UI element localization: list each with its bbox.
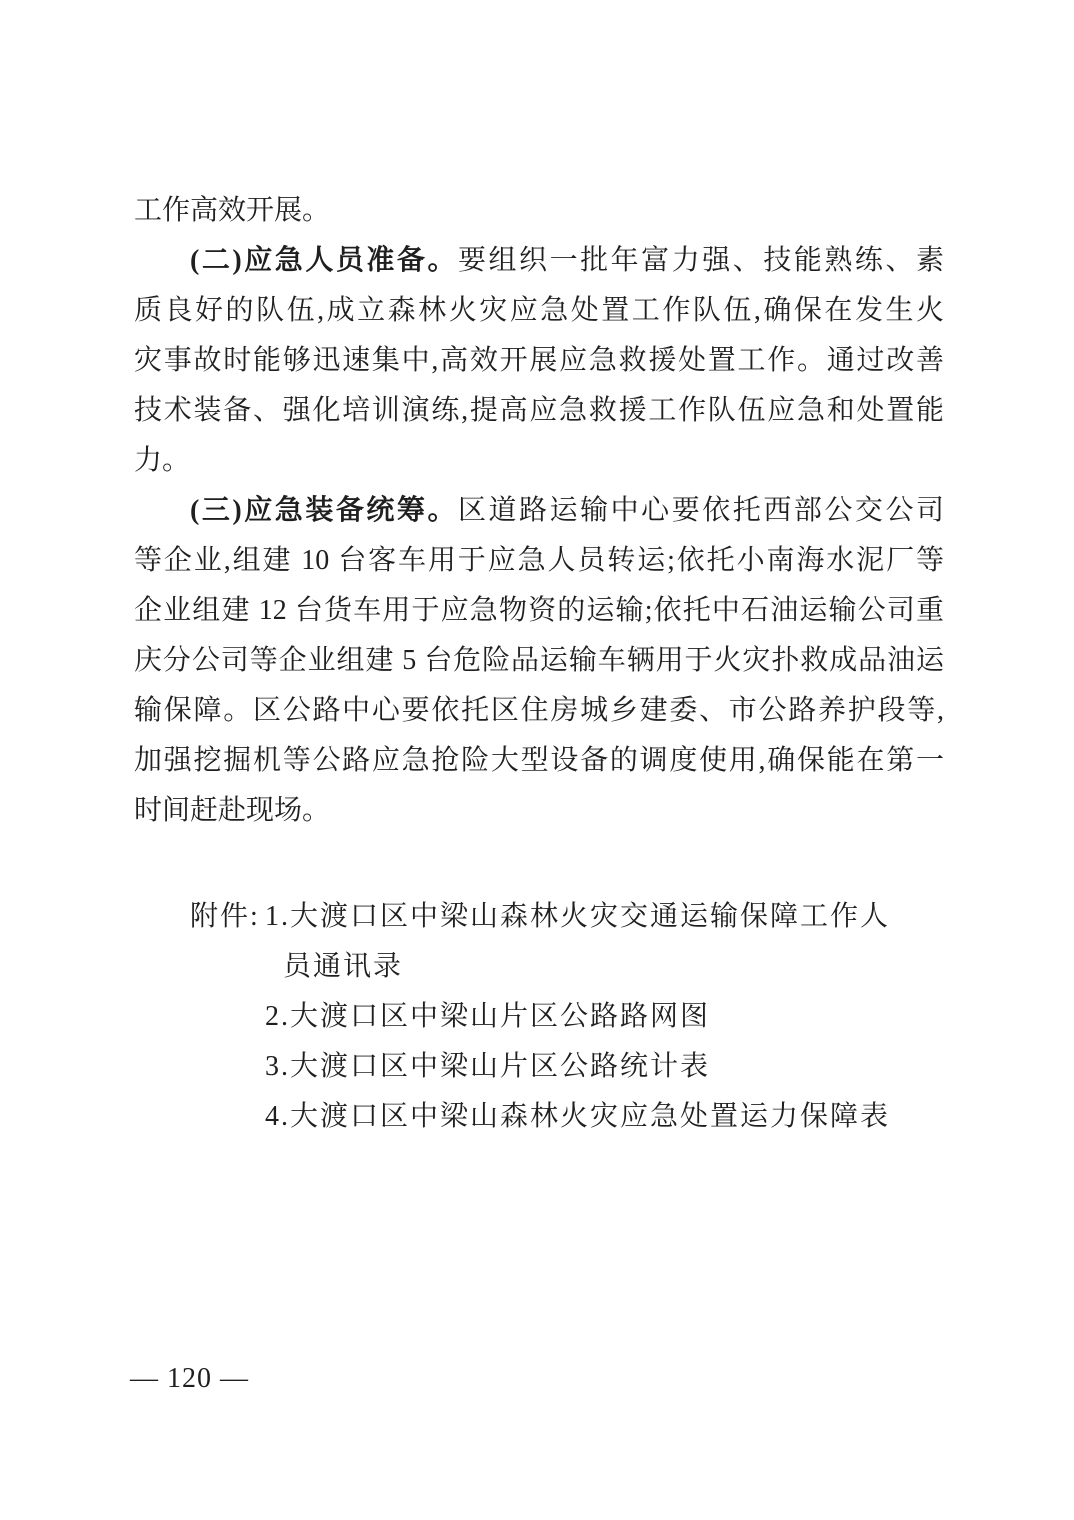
body-line-text: 等企业,组建 10 台客车用于应急人员转运;依托小南海水泥厂等 <box>134 545 944 576</box>
body-line <box>134 386 944 436</box>
body-line-text: 力。 <box>134 445 191 476</box>
attachment-item-2: 2.大渡口区中梁山片区公路路网图 <box>265 1001 711 1032</box>
body-line <box>134 686 944 736</box>
section-heading: (三)应急装备统筹。 <box>190 495 458 526</box>
body-line-text: 工作高效开展。 <box>134 195 331 226</box>
body-text-block <box>134 186 944 836</box>
attachment-item-3: 3.大渡口区中梁山片区公路统计表 <box>265 1051 711 1082</box>
body-line <box>134 636 944 686</box>
body-line <box>134 486 944 536</box>
body-line <box>134 236 944 286</box>
body-line-text: 质良好的队伍,成立森林火灾应急处置工作队伍,确保在发生火 <box>134 295 944 326</box>
attachments-label: 附件: <box>190 901 260 932</box>
body-line-text: 灾事故时能够迅速集中,高效开展应急救援处置工作。通过改善 <box>134 345 944 376</box>
body-line <box>134 786 944 836</box>
attachment-item-4: 4.大渡口区中梁山森林火灾应急处置运力保障表 <box>265 1101 891 1132</box>
body-line-text: 要组织一批年富力强、技能熟练、素 <box>457 245 944 276</box>
attachments-block <box>134 892 1046 1152</box>
attachment-item-1-line-2: 员通讯录 <box>283 951 404 982</box>
body-line <box>134 186 944 236</box>
body-line-text: 技术装备、强化培训演练,提高应急救援工作队伍应急和处置能 <box>134 395 944 426</box>
body-line <box>134 436 944 486</box>
body-line-text: 企业组建 12 台货车用于应急物资的运输;依托中石油运输公司重 <box>134 595 944 626</box>
body-line <box>134 736 944 786</box>
body-line-text: 区道路运输中心要依托西部公交公司 <box>457 495 944 526</box>
body-line-text: 输保障。区公路中心要依托区住房城乡建委、市公路养护段等, <box>134 695 944 726</box>
body-line <box>134 586 944 636</box>
body-line <box>134 336 944 386</box>
body-line-text: 加强挖掘机等公路应急抢险大型设备的调度使用,确保能在第一 <box>134 745 944 776</box>
page-number: — 120 — <box>130 1363 249 1394</box>
attachment-item-1-line-1: 1.大渡口区中梁山森林火灾交通运输保障工作人 <box>265 901 891 932</box>
section-heading: (二)应急人员准备。 <box>190 245 458 276</box>
body-line-text: 庆分公司等企业组建 5 台危险品运输车辆用于火灾扑救成品油运 <box>134 645 944 676</box>
body-line-text: 时间赶赴现场。 <box>134 795 331 826</box>
body-line <box>134 286 944 336</box>
body-line <box>134 536 944 586</box>
